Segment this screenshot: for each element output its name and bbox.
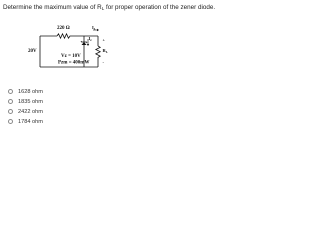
load-resistor [96,46,100,58]
rl-label [103,48,108,54]
zener-voltage-label: Vz = 10V [61,54,81,59]
zener-bar [81,41,87,43]
iz-subscript: z [90,38,92,42]
option-2-label: 1835 ohm [18,98,43,105]
plus-sign: + [102,37,106,43]
option-3[interactable] [8,107,88,116]
zener-diode [82,42,87,45]
iz-arrow-head [87,44,89,46]
option-3-label: 2422 ohm [18,108,43,115]
il-label [92,25,96,31]
rl-letter: R [102,48,106,53]
option-2[interactable] [8,97,88,106]
source-voltage-label: 20V [28,49,37,54]
il-arrow-head [97,29,99,31]
il-subscript: L [93,27,96,31]
series-resistor [57,34,71,38]
option-1-label: 1628 ohm [18,88,43,95]
option-4-label: 1784 ohm [18,118,43,125]
radio-button-2[interactable] [8,99,13,104]
il-letter: I [92,25,94,30]
question-text [3,4,216,13]
option-4[interactable] [8,117,88,126]
rl-subscript: L [105,50,108,54]
question-text-start: Determine the maximum value of R [3,4,102,11]
radio-button-1[interactable] [8,89,13,94]
minus-sign: - [102,60,104,65]
question-text-end: for proper operation of the zener diode. [104,4,216,11]
question-subscript: L [101,6,105,11]
iz-letter: I [88,36,91,41]
resistor-label: 220 Ω [57,26,70,31]
iz-label [89,36,93,42]
option-1[interactable] [8,87,88,96]
zener-power-label: Pzm = 400mW [58,60,90,66]
radio-button-3[interactable] [8,109,13,114]
radio-button-4[interactable] [8,119,13,124]
